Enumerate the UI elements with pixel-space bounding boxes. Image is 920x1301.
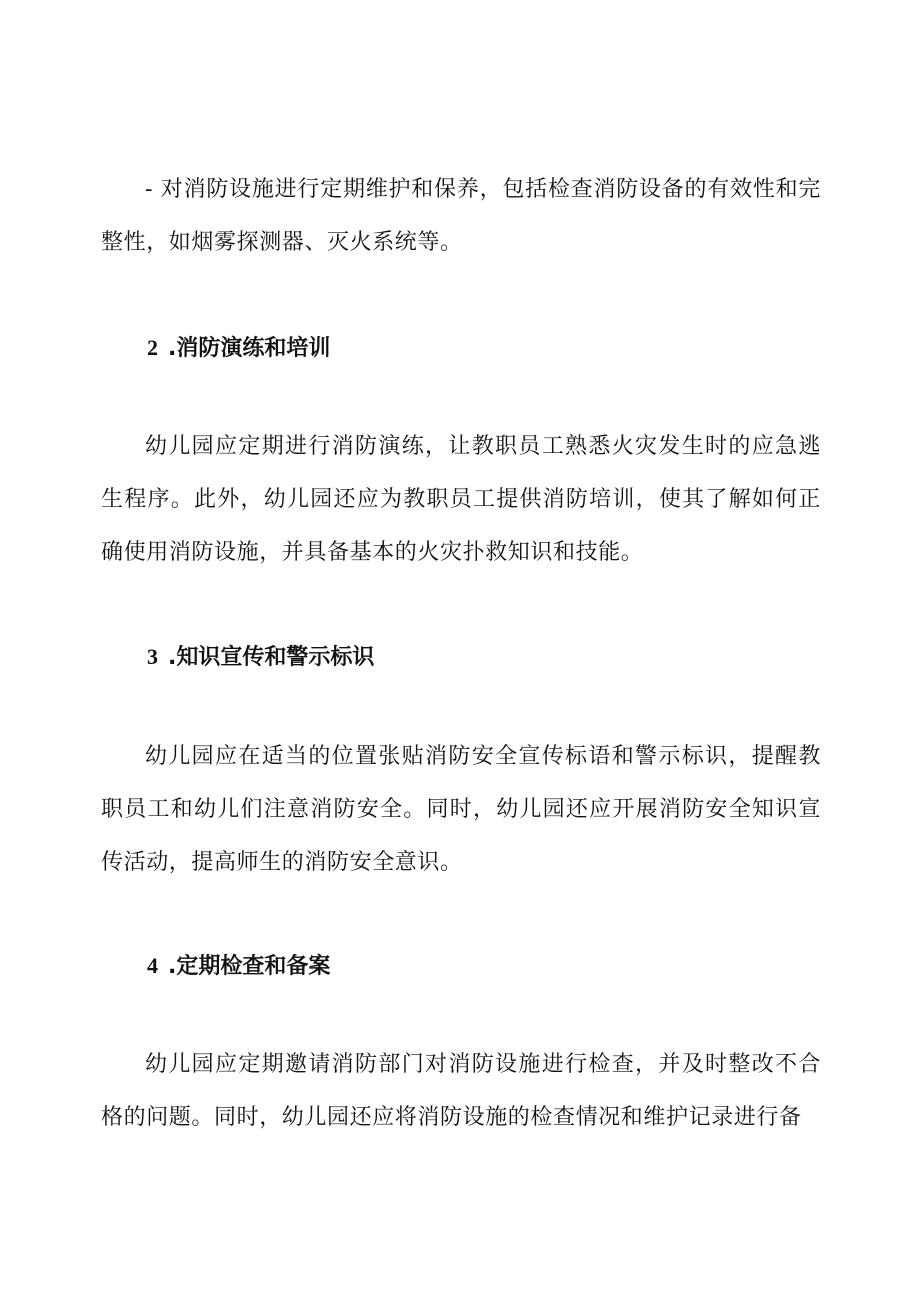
section-2-title: .消防演练和培训 xyxy=(168,336,331,361)
section-3-number: 3 xyxy=(147,644,158,669)
section-3-title: .知识宣传和警示标识 xyxy=(168,645,375,670)
section-4-heading xyxy=(147,951,330,982)
section-3-paragraph: 幼儿园应在适当的位置张贴消防安全宣传标语和警示标识，提醒教职员工和幼儿们注意消防安全。同时，幼儿园还应开展消防安全知识宣传活动，提高师生的消防安全意识。 xyxy=(101,744,821,875)
section-3-heading xyxy=(147,642,374,673)
intro-paragraph: - 对消防设施进行定期维护和保养，包括检查消防设备的有效性和完整性，如烟雾探测器、灭火系统等。 xyxy=(101,177,821,255)
section-2-heading xyxy=(147,333,330,364)
section-4-title: .定期检查和备案 xyxy=(168,954,331,979)
section-4-paragraph: 幼儿园应定期邀请消防部门对消防设施进行检查，并及时整改不合格的问题。同时，幼儿园还应将消防设施的检查情况和维护记录进行备 xyxy=(101,1052,821,1130)
section-2-paragraph: 幼儿园应定期进行消防演练，让教职员工熟悉火灾发生时的应急逃生程序。此外，幼儿园还应为教职员工提供消防培训，使其了解如何正确使用消防设施，并具备基本的火灾扑救知识和技能。 xyxy=(101,434,821,565)
section-4-number: 4 xyxy=(147,953,158,978)
section-2-number: 2 xyxy=(147,335,158,360)
